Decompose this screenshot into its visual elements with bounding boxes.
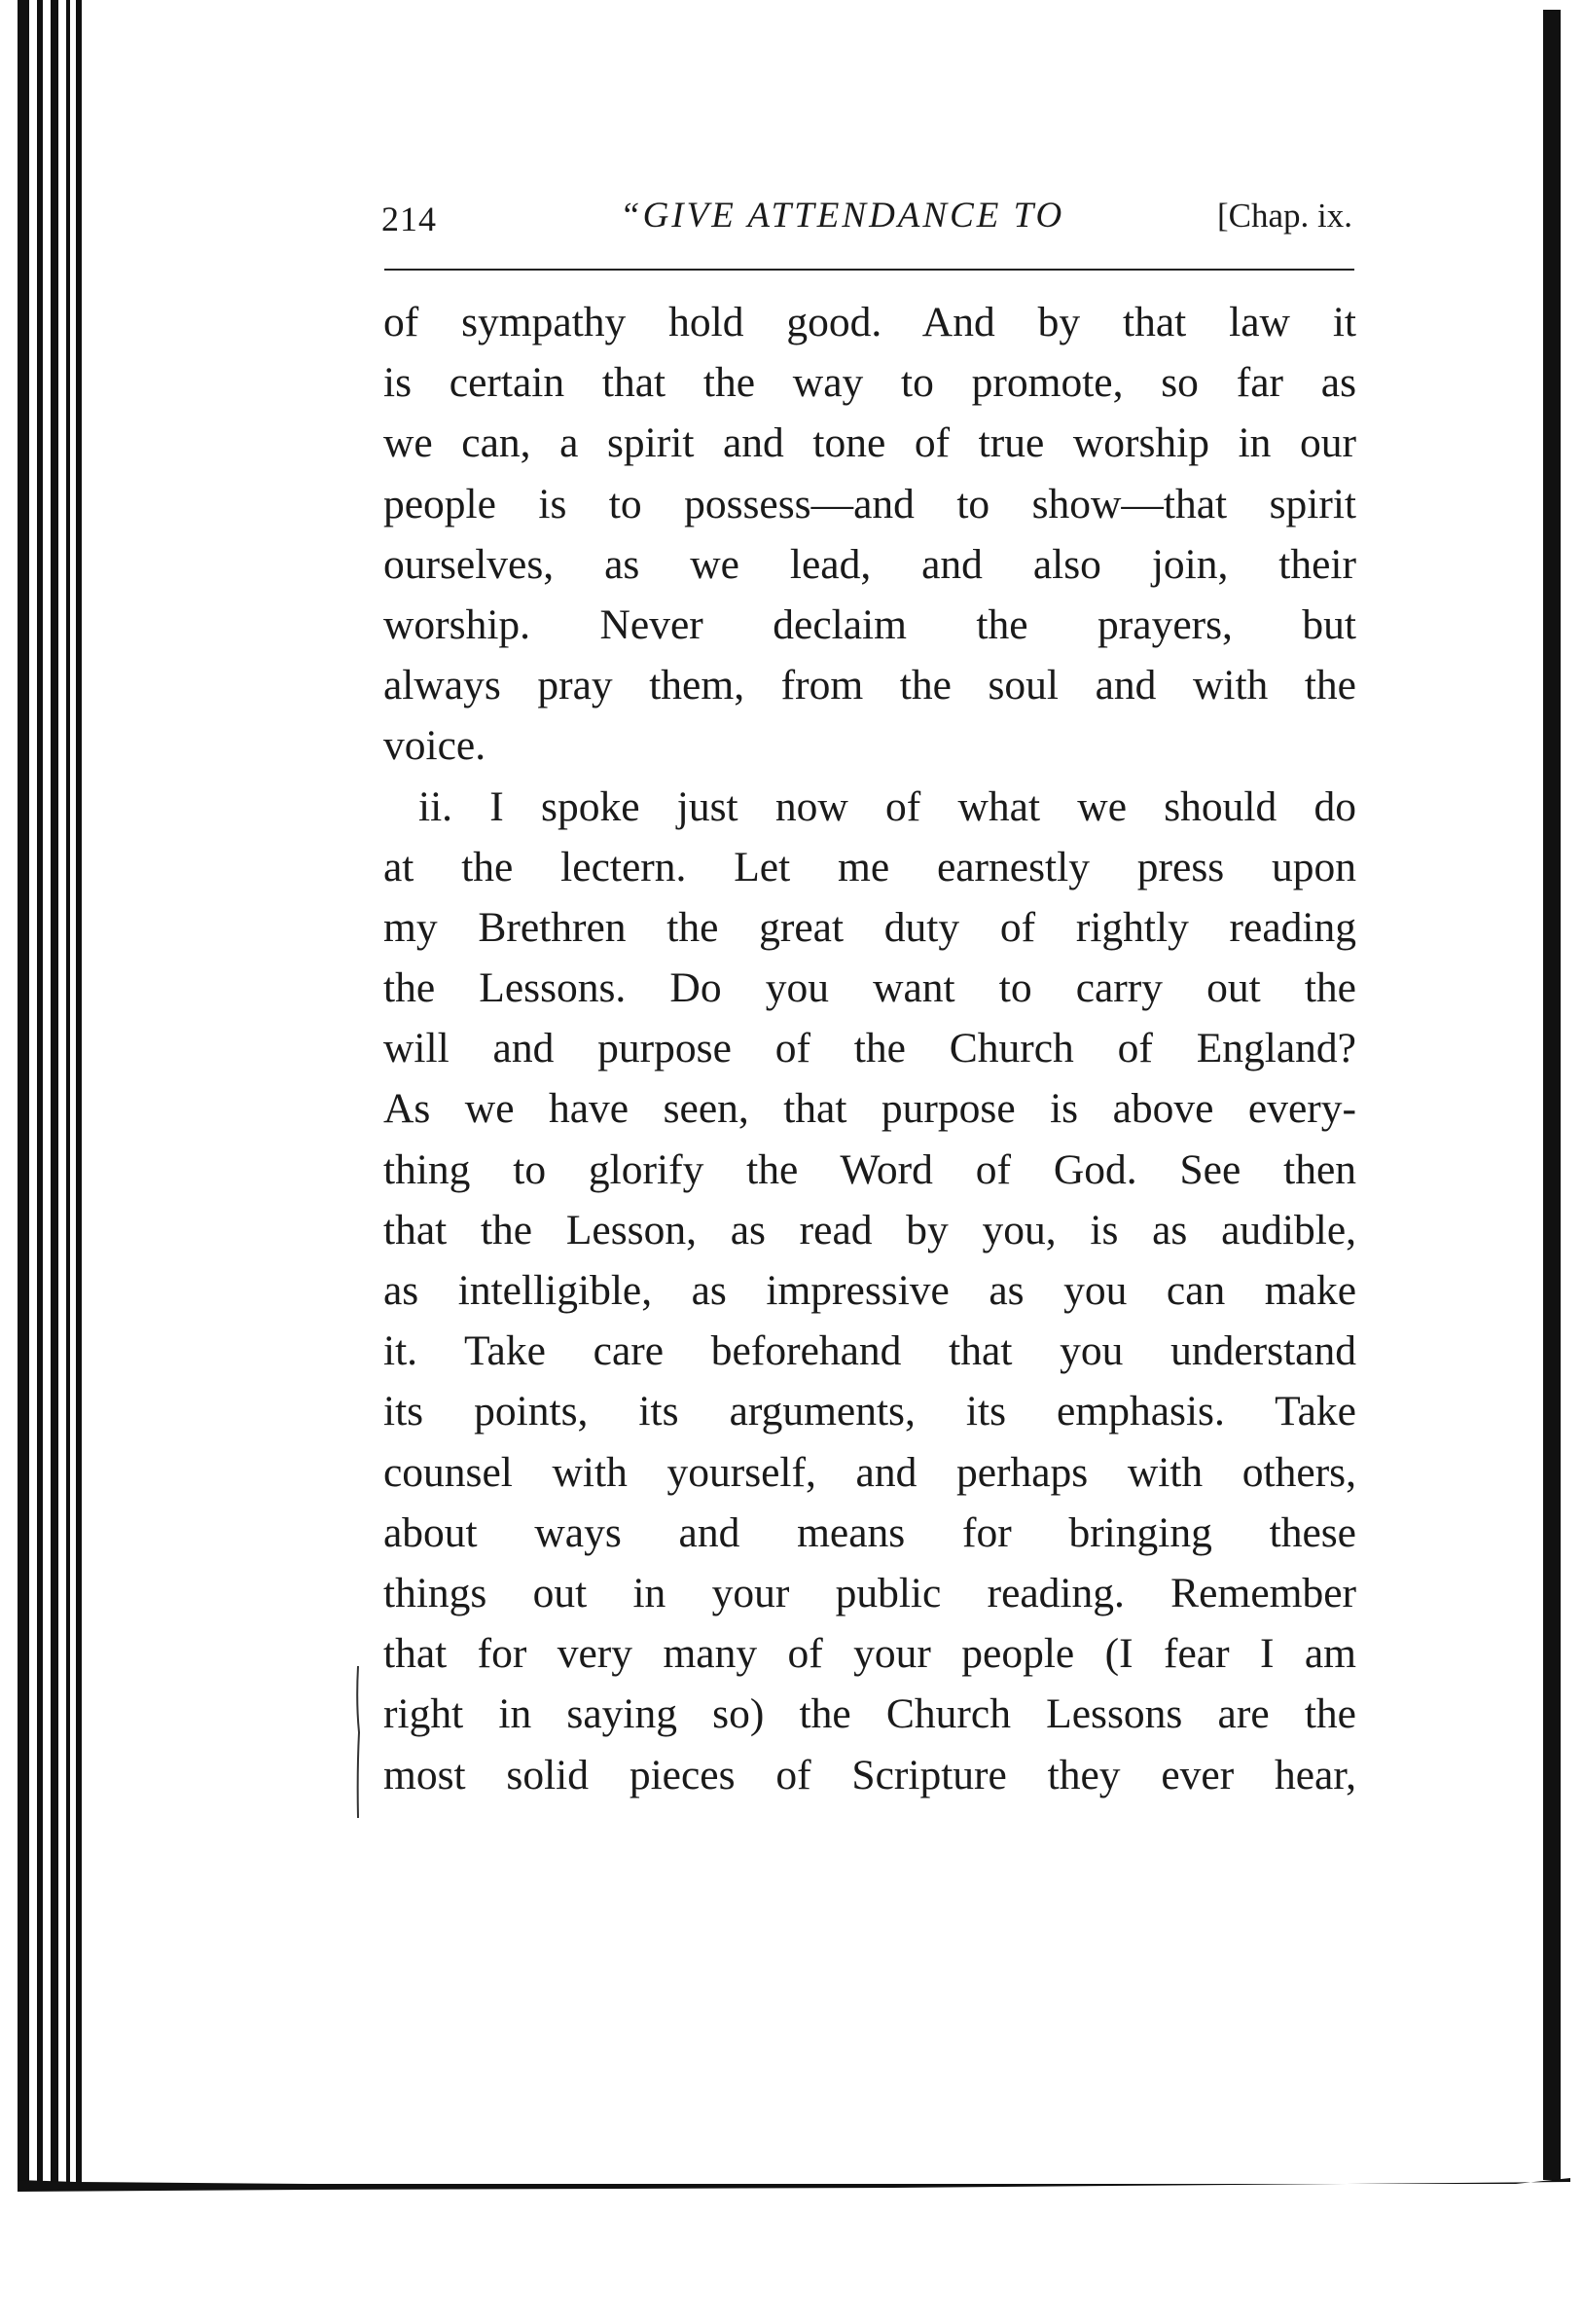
body-text [383, 292, 1356, 1805]
text-line: worship. Never declaim the prayers, but [383, 600, 1356, 648]
text-line: As we have seen, that purpose is above every- [383, 1085, 1356, 1133]
chapter-label: [Chap. ix. [1216, 197, 1352, 235]
text-line: that for very many of your people (I fear I am [383, 1630, 1356, 1678]
text-line: that the Lesson, as read by you, is as audible, [383, 1206, 1356, 1253]
text-line: at the lectern. Let me earnestly press upon [383, 843, 1356, 890]
text-line: right in saying so) the Church Lessons are the [383, 1690, 1356, 1738]
binding-edge [18, 0, 88, 2190]
text-line: my Brethren the great duty of rightly reading [383, 903, 1356, 951]
margin-pencil-mark [354, 1664, 362, 1820]
text-line: ourselves, as we lead, and also join, their [383, 540, 1356, 588]
text-line: voice. [383, 722, 486, 770]
page-number: 214 [381, 200, 437, 238]
text-line: about ways and means for bringing these [383, 1508, 1356, 1556]
text-line: its points, its arguments, its emphasis. Take [383, 1388, 1356, 1435]
page-edge-bottom [18, 2178, 1570, 2194]
text-line: the Lessons. Do you want to carry out the [383, 964, 1356, 1012]
text-line: people is to possess—and to show—that spirit [383, 480, 1356, 527]
text-line: of sympathy hold good. And by that law it [383, 299, 1356, 345]
running-title: “GIVE ATTENDANCE TO [620, 196, 1065, 236]
text-line: we can, a spirit and tone of true worship in our [383, 419, 1356, 467]
text-line: things out in your public reading. Remember [383, 1569, 1356, 1616]
text-line: ii. I spoke just now of what we should do [418, 782, 1356, 830]
running-head [381, 193, 1352, 251]
text-line: is certain that the way to promote, so far as [383, 359, 1356, 407]
text-line: always pray them, from the soul and with the [383, 662, 1356, 709]
text-line: it. Take care beforehand that you understand [383, 1327, 1356, 1375]
text-line: as intelligible, as impressive as you can make [383, 1267, 1356, 1314]
text-line: counsel with yourself, and perhaps with others, [383, 1448, 1356, 1496]
header-rule [384, 269, 1354, 271]
text-line: thing to glorify the Word of God. See then [383, 1145, 1356, 1193]
text-line: most solid pieces of Scripture they ever hear, [383, 1751, 1356, 1798]
text-line: will and purpose of the Church of England? [383, 1025, 1356, 1072]
page-edge-right [1537, 10, 1570, 2180]
